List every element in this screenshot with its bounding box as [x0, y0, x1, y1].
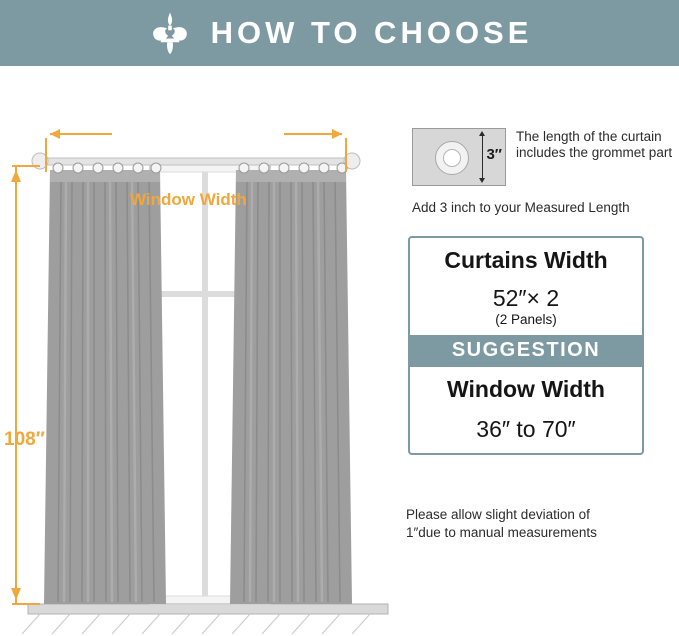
grommet-note: The length of the curtain includes the grommet part: [516, 129, 673, 161]
card-title: Curtains Width: [444, 247, 608, 273]
card-suggestion-title: Window Width: [447, 376, 605, 402]
page-title: HOW TO CHOOSE: [210, 15, 533, 50]
grommet-dimension-value: 3″: [486, 146, 502, 163]
curtain-size-card: [408, 236, 644, 455]
curtain-illustration: [0, 66, 400, 636]
disclaimer-line-2: 1″due to manual measurements: [406, 525, 597, 541]
card-suggestion-banner: SUGGESTION: [410, 335, 642, 367]
curtain-height-label: 108″: [4, 429, 45, 450]
grommet-dimension-arrow-icon: [482, 135, 483, 179]
curtain-diagram-svg: [0, 66, 400, 636]
info-column: [404, 66, 679, 636]
disclaimer-line-1: Please allow slight deviation of: [406, 507, 590, 522]
add-length-note: Add 3 inch to your Measured Length: [412, 200, 630, 215]
header-banner: [0, 0, 679, 66]
window-width-label: Window Width: [130, 190, 247, 209]
grommet-illustration: [412, 128, 506, 186]
card-suggestion-range: 36″ to 70″: [476, 416, 576, 442]
fleur-de-lis-icon: [147, 10, 193, 56]
disclaimer: [406, 506, 676, 542]
grommet-info-row: [412, 128, 679, 186]
card-size-value: 52″× 2: [492, 285, 560, 311]
card-panels-text: (2 Panels): [495, 312, 557, 327]
grommet-hole-icon: [443, 149, 461, 167]
